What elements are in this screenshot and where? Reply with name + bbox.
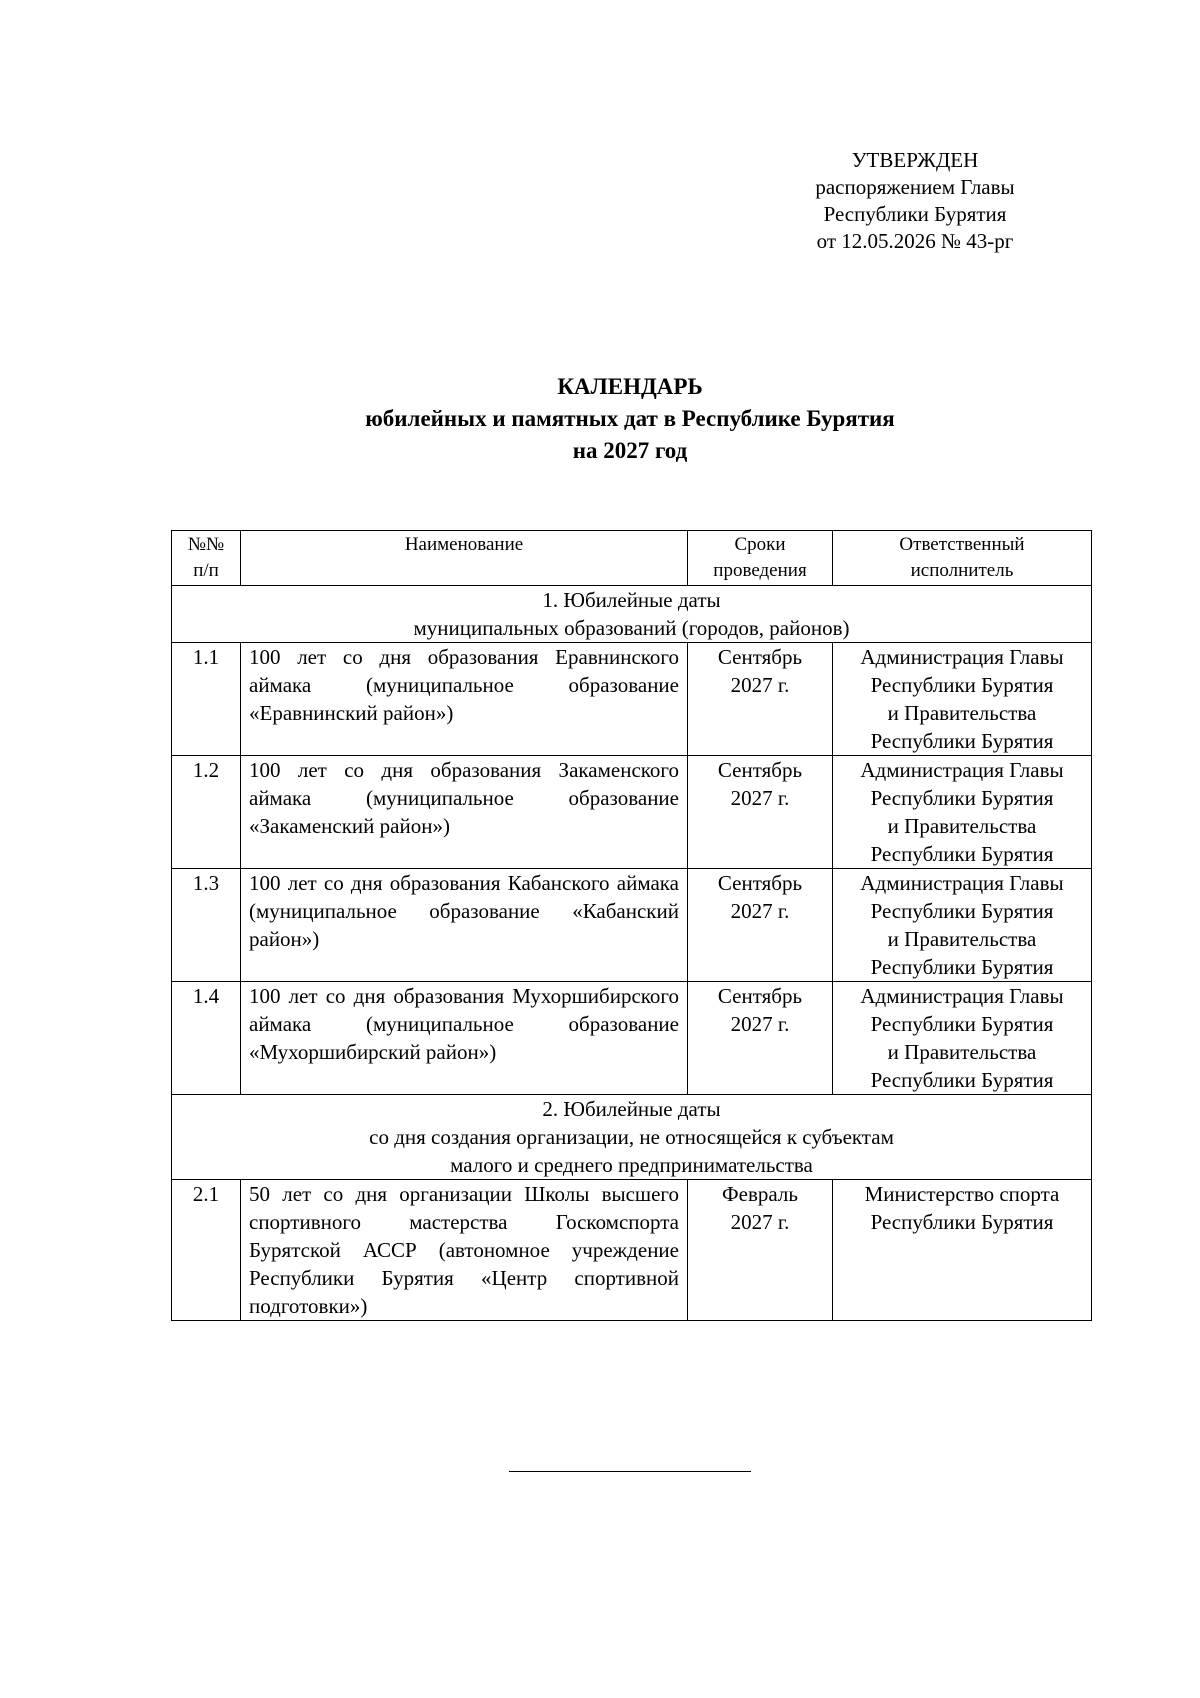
row-name: 100 лет со дня образования Еравнинского аймака (муниципальное образование «Еравнинский район») — [241, 643, 688, 756]
row-date: Сентябрь 2027 г. — [688, 869, 833, 982]
title-line: юбилейных и памятных дат в Республике Бурятия — [365, 406, 895, 431]
row-name: 100 лет со дня образования Мухоршибирского аймака (муниципальное образование «Мухоршибирский район») — [241, 982, 688, 1095]
row-responsible: Администрация Главы Республики Бурятия и Правительства Республики Бурятия — [833, 756, 1092, 869]
title-line: на 2027 год — [572, 438, 688, 463]
row-name: 50 лет со дня организации Школы высшего спортивного мастерства Госкомспорта Бурятской АССР (автономное учреждение Республики Бурятия «Центр спортивной подготовки») — [241, 1180, 688, 1321]
table-row — [172, 756, 1092, 869]
header-date: Сроки проведения — [688, 531, 833, 586]
row-number: 1.4 — [172, 982, 241, 1095]
approval-line: от 12.05.2026 № 43-рг — [816, 229, 1014, 253]
footer-divider — [509, 1471, 751, 1472]
table-row — [172, 643, 1092, 756]
row-date: Сентябрь 2027 г. — [688, 756, 833, 869]
section-heading: 2. Юбилейные даты со дня создания организации, не относящейся к субъектам малого и среднего предпринимательства — [172, 1095, 1092, 1180]
row-date: Сентябрь 2027 г. — [688, 643, 833, 756]
document-title — [0, 371, 1200, 467]
section-heading-row — [172, 1095, 1092, 1180]
row-name: 100 лет со дня образования Кабанского аймака (муниципальное образование «Кабанский район») — [241, 869, 688, 982]
row-responsible: Администрация Главы Республики Бурятия и Правительства Республики Бурятия — [833, 869, 1092, 982]
table-row — [172, 982, 1092, 1095]
approval-line: УТВЕРЖДЕН — [851, 148, 979, 172]
calendar-table — [171, 530, 1092, 1321]
title-line: КАЛЕНДАРЬ — [557, 374, 703, 399]
header-responsible: Ответственный исполнитель — [833, 531, 1092, 586]
table-header-row — [172, 531, 1092, 586]
row-date: Февраль 2027 г. — [688, 1180, 833, 1321]
row-responsible: Министерство спорта Республики Бурятия — [833, 1180, 1092, 1321]
row-number: 1.3 — [172, 869, 241, 982]
approval-stamp — [795, 147, 1035, 255]
row-name: 100 лет со дня образования Закаменского аймака (муниципальное образование «Закаменский район») — [241, 756, 688, 869]
table-row — [172, 869, 1092, 982]
section-heading: 1. Юбилейные даты муниципальных образований (городов, районов) — [172, 586, 1092, 643]
approval-line: Республики Бурятия — [823, 202, 1007, 226]
row-responsible: Администрация Главы Республики Бурятия и Правительства Республики Бурятия — [833, 643, 1092, 756]
row-number: 2.1 — [172, 1180, 241, 1321]
section-heading-row — [172, 586, 1092, 643]
approval-line: распоряжением Главы — [815, 175, 1015, 199]
header-num: №№ п/п — [172, 531, 241, 586]
row-responsible: Администрация Главы Республики Бурятия и Правительства Республики Бурятия — [833, 982, 1092, 1095]
row-number: 1.1 — [172, 643, 241, 756]
row-number: 1.2 — [172, 756, 241, 869]
header-name: Наименование — [241, 531, 688, 586]
table-row — [172, 1180, 1092, 1321]
row-date: Сентябрь 2027 г. — [688, 982, 833, 1095]
